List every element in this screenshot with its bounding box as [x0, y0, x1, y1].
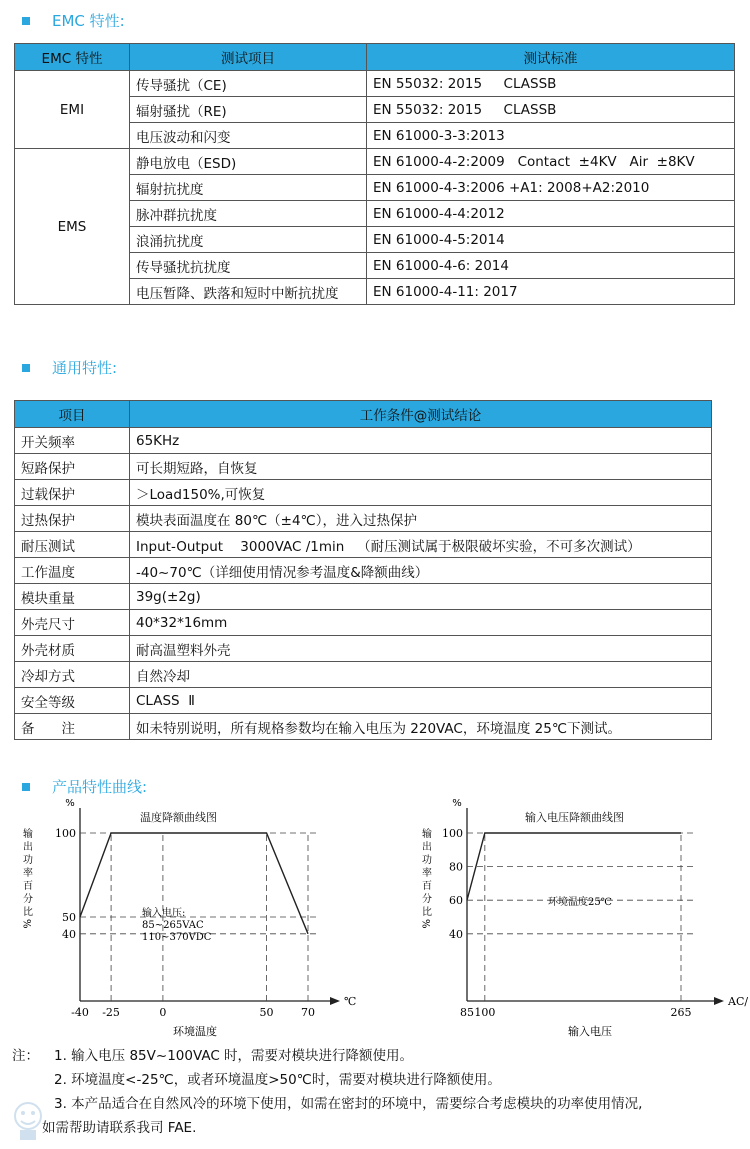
general-title-text: 通用特性: [52, 359, 118, 377]
emc-table [14, 43, 735, 305]
emc-header-cell: EMC 特性 [15, 44, 130, 71]
emc-header-row [15, 44, 735, 71]
table-row [15, 506, 712, 532]
table-row [15, 714, 712, 740]
spec-value: CLASS Ⅱ [130, 688, 712, 714]
table-row [15, 662, 712, 688]
test-item: 浪涌抗扰度 [130, 227, 367, 253]
note-item [12, 1068, 742, 1092]
test-item: 电压暂降、跌落和短时中断抗扰度 [130, 279, 367, 305]
test-standard: EN 61000-4-6: 2014 [367, 253, 735, 279]
y-tick-label: 100 [55, 827, 76, 840]
spec-value: 40*32*16mm [130, 610, 712, 636]
spec-item: 模块重量 [15, 584, 130, 610]
table-row [15, 584, 712, 610]
spec-item: 工作温度 [15, 558, 130, 584]
chart-annotation: 85~265VAC [142, 920, 204, 931]
spec-value: 耐高温塑料外壳 [130, 636, 712, 662]
table-row [15, 532, 712, 558]
note-text: 2. 环境温度<-25℃，或者环境温度>50℃时，需要对模块进行降额使用。 [54, 1072, 501, 1088]
spec-value: 可长期短路，自恢复 [130, 454, 712, 480]
x-axis-arrow-icon [714, 997, 724, 1005]
y-unit-label: % [65, 798, 75, 809]
test-item: 传导骚扰（CE) [130, 71, 367, 97]
test-standard: EN 61000-4-3:2006 +A1: 2008+A2:2010 [367, 175, 735, 201]
test-standard: EN 61000-4-11: 2017 [367, 279, 735, 305]
notes-lead: 注： [12, 1048, 39, 1064]
test-item: 传导骚扰抗扰度 [130, 253, 367, 279]
notes [12, 1044, 742, 1140]
emc-title-text: EMC 特性: [52, 12, 125, 30]
test-standard: EN 61000-4-2:2009 Contact ±4KV Air ±8KV [367, 149, 735, 175]
note-text: 1. 输入电压 85V~100VAC 时，需要对模块进行降额使用。 [54, 1048, 414, 1064]
x-axis-arrow-icon [330, 997, 340, 1005]
general-header-cell: 项目 [15, 401, 130, 428]
chart-annotation: 110~370VDC [142, 932, 212, 943]
x-tick-label: 100 [474, 1006, 496, 1019]
test-item: 脉冲群抗扰度 [130, 201, 367, 227]
y-tick-label: 40 [449, 927, 463, 941]
general-table [14, 400, 712, 740]
emc-header-cell: 测试项目 [130, 44, 367, 71]
spec-item: 开关频率 [15, 428, 130, 454]
emc-section-title [22, 10, 125, 31]
emc-group-name: EMS [15, 149, 130, 305]
y-tick-label: 80 [449, 860, 463, 874]
note-item [12, 1116, 742, 1140]
spec-value: 39g(±2g) [130, 584, 712, 610]
spec-item: 短路保护 [15, 454, 130, 480]
note-text: 如需帮助请联系我司 FAE. [42, 1120, 197, 1136]
x-unit-label: ℃ [344, 995, 357, 1008]
table-row [15, 688, 712, 714]
note-item [12, 1044, 742, 1068]
spec-value: Input-Output 3000VAC /1min （耐压测试属于极限破坏实验，不可多次测试） [130, 532, 712, 558]
x-unit-label: AC/ [728, 995, 749, 1008]
note-text: 3. 本产品适合在自然风冷的环境下使用，如需在密封的环境中，需要综合考虑模块的功率使用情况, [54, 1096, 643, 1112]
x-axis-label: 输入电压 [568, 1025, 612, 1038]
test-item: 电压波动和闪变 [130, 123, 367, 149]
table-row [15, 636, 712, 662]
table-row [15, 610, 712, 636]
spec-item: 耐压测试 [15, 532, 130, 558]
table-row [15, 454, 712, 480]
spec-item: 外壳材质 [15, 636, 130, 662]
y-axis-label: 输出功率百分比% [20, 828, 32, 932]
chart-annotation: 输入电压: [142, 908, 186, 919]
bullet-square-icon [22, 783, 30, 791]
y-tick-label: 50 [62, 911, 76, 924]
spec-item: 备 注 [15, 714, 130, 740]
spec-item: 过载保护 [15, 480, 130, 506]
y-unit-label: % [452, 798, 462, 809]
x-axis-label: 环境温度 [173, 1025, 217, 1038]
test-item: 辐射抗扰度 [130, 175, 367, 201]
curves-section-title [22, 776, 147, 797]
y-tick-label: 40 [62, 927, 76, 941]
y-axis-label: 输出功率百分比% [419, 828, 431, 932]
general-header-cell: 工作条件@测试结论 [130, 401, 712, 428]
chart-title: 输入电压降额曲线图 [525, 811, 624, 824]
table-row [15, 428, 712, 454]
series-line [80, 833, 308, 934]
x-tick-label: -25 [102, 1006, 120, 1019]
watermark-logo-icon [8, 1096, 70, 1144]
spec-value: 模块表面温度在 80℃（±4℃），进入过热保护 [130, 506, 712, 532]
temperature-derating-chart [20, 796, 360, 1038]
table-row [15, 480, 712, 506]
spec-value: 如未特别说明，所有规格参数均在输入电压为 220VAC，环境温度 25℃下测试。 [130, 714, 712, 740]
spec-item: 冷却方式 [15, 662, 130, 688]
bullet-square-icon [22, 364, 30, 372]
test-item: 静电放电（ESD) [130, 149, 367, 175]
spec-value: ＞Load150%,可恢复 [130, 480, 712, 506]
test-standard: EN 55032: 2015 CLASSB [367, 97, 735, 123]
bullet-square-icon [22, 17, 30, 25]
general-section-title [22, 357, 117, 378]
emc-group-name: EMI [15, 71, 130, 149]
voltage-derating-chart [400, 796, 750, 1038]
chart-title: 温度降额曲线图 [140, 811, 217, 824]
spec-item: 安全等级 [15, 688, 130, 714]
x-tick-label: 70 [301, 1006, 315, 1019]
spec-item: 外壳尺寸 [15, 610, 130, 636]
table-row [15, 71, 735, 97]
test-standard: EN 61000-3-3:2013 [367, 123, 735, 149]
spec-value: 65KHz [130, 428, 712, 454]
spec-item: 过热保护 [15, 506, 130, 532]
table-row [15, 558, 712, 584]
x-tick-label: 0 [159, 1006, 167, 1019]
y-tick-label: 100 [442, 827, 463, 840]
spec-value: -40~70℃（详细使用情况参考温度&降额曲线） [130, 558, 712, 584]
emc-header-cell: 测试标准 [367, 44, 735, 71]
curves-title-text: 产品特性曲线: [52, 778, 148, 796]
x-tick-label: -40 [71, 1006, 89, 1019]
spec-value: 自然冷却 [130, 662, 712, 688]
note-indent [12, 1068, 54, 1092]
test-item: 辐射骚扰（RE) [130, 97, 367, 123]
x-tick-label: 85 [460, 1006, 474, 1019]
x-tick-label: 50 [259, 1006, 274, 1019]
test-standard: EN 61000-4-5:2014 [367, 227, 735, 253]
test-standard: EN 55032: 2015 CLASSB [367, 71, 735, 97]
chart-annotation: 环境温度25℃ [548, 897, 612, 908]
table-row [15, 149, 735, 175]
note-item [12, 1092, 742, 1116]
general-header-row [15, 401, 712, 428]
test-standard: EN 61000-4-4:2012 [367, 201, 735, 227]
x-tick-label: 265 [670, 1006, 692, 1019]
y-tick-label: 60 [449, 894, 463, 908]
